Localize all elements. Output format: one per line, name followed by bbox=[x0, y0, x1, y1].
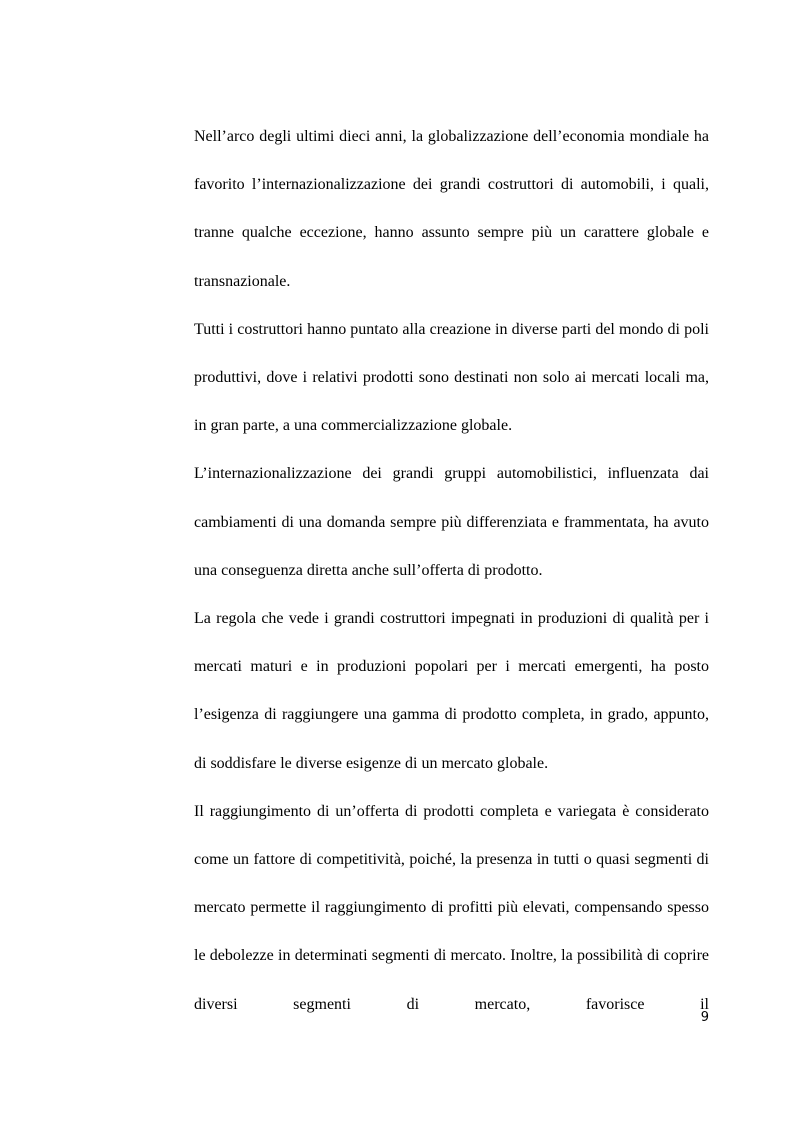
paragraph-product-range: La regola che vede i grandi costruttori impegnati in produzioni di qualità per i mercati maturi e in produzioni popolari per i mercati emergenti, ha posto l’esigenza di raggiungere una gamma di prodotto completa, in grado, appunto, di soddisfare le diverse esigenze di un mercato globale. bbox=[194, 610, 709, 772]
body-text bbox=[194, 113, 709, 1029]
paragraph-production-poles: Tutti i costruttori hanno puntato alla creazione in diverse parti del mondo di poli produttivi, dove i relativi prodotti sono destinati non solo ai mercati locali ma, in gran parte, a una commercializzazione globale. bbox=[194, 320, 709, 435]
paragraph-internationalization: L’internazionalizzazione dei grandi gruppi automobilistici, influenzata dai cambiamenti di una domanda sempre più differenziata e frammentata, ha avuto una conseguenza diretta anche sull’offerta di prodotto. bbox=[194, 465, 709, 579]
paragraph-competitiveness: Il raggiungimento di un’offerta di prodotti completa e variegata è considerato come un fattore di competitività, poiché, la presenza in tutti o quasi segmenti di mercato permette il raggiungimento di profitti più elevati, compensando spesso le debolezze in determinati segmenti di mercato. Inoltre, la possibilità di coprire diversi segmenti di mercato, favorisce il bbox=[194, 802, 709, 1013]
page-number: 9 bbox=[700, 1010, 709, 1025]
paragraph-globalization: Nell’arco degli ultimi dieci anni, la globalizzazione dell’economia mondiale ha favorito l’internazionalizzazione dei grandi costruttori di automobili, i quali, tranne qualche eccezione, hanno assunto sempre più un carattere globale e transnazionale. bbox=[194, 128, 709, 290]
